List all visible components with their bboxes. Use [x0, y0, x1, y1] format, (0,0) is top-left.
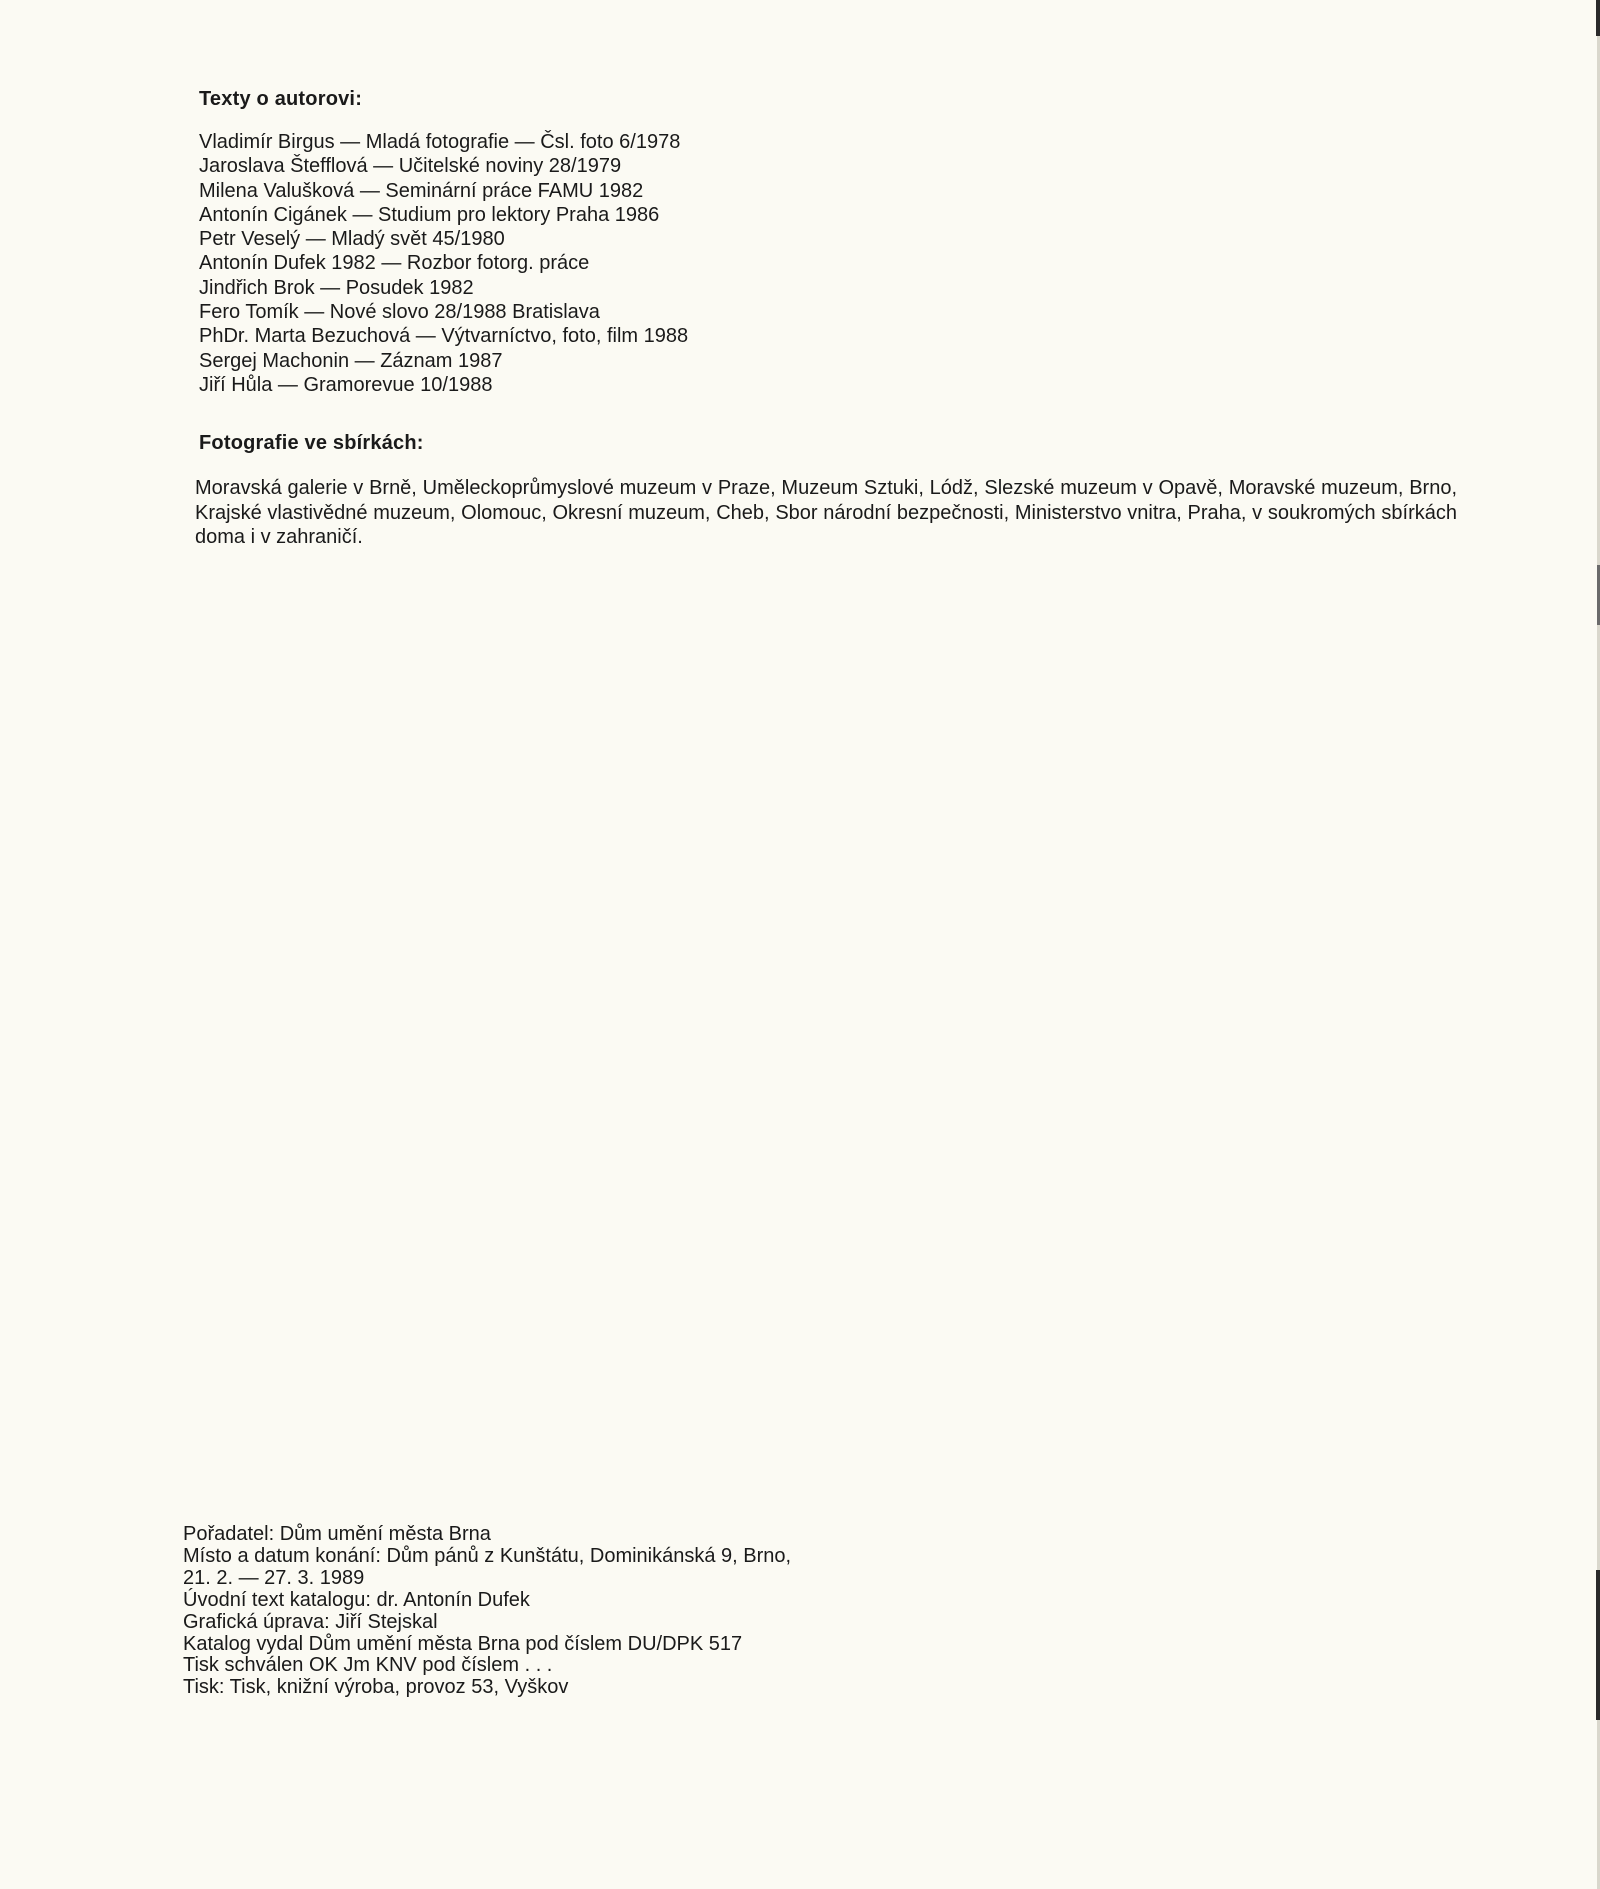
text-entry: Vladimír Birgus — Mladá fotografie — Čsl. foto 6/1978	[199, 131, 681, 153]
imprint-line: 21. 2. — 27. 3. 1989	[183, 1566, 365, 1589]
imprint-line: Úvodní text katalogu: dr. Antonín Dufek	[183, 1588, 530, 1611]
imprint-line: Tisk schválen OK Jm KNV pod číslem . . .	[183, 1654, 553, 1677]
text-entry: Milena Valušková — Seminární práce FAMU 1982	[199, 179, 644, 202]
text-entry: Jindřich Brok — Posudek 1982	[199, 276, 474, 299]
text-entry: Jaroslava Štefflová — Učitelské noviny 28/1979	[199, 155, 622, 178]
text-entry: Antonín Dufek 1982 — Rozbor fotorg. práce	[199, 252, 590, 275]
imprint-line: Místo a datum konání: Dům pánů z Kunštátu, Dominikánská 9, Brno,	[183, 1544, 792, 1567]
binding-staple-mark	[1596, 1570, 1600, 1720]
text-entry: Jiří Hůla — Gramorevue 10/1988	[199, 373, 493, 396]
collections-heading: Fotografie ve sbírkách:	[199, 432, 424, 454]
imprint-line: Tisk: Tisk, knižní výroba, provoz 53, Vyškov	[183, 1676, 569, 1699]
text-entry: Petr Veselý — Mladý svět 45/1980	[199, 228, 505, 251]
text-entry: PhDr. Marta Bezuchová — Výtvarníctvo, foto, film 1988	[199, 325, 689, 348]
imprint-line: Grafická úprava: Jiří Stejskal	[183, 1610, 438, 1633]
text-entry: Sergej Machonin — Záznam 1987	[199, 349, 503, 372]
text-entry: Antonín Cigánek — Studium pro lektory Praha 1986	[199, 203, 660, 226]
text-entry: Fero Tomík — Nové slovo 28/1988 Bratislava	[199, 301, 600, 324]
texts-about-author-list	[199, 130, 688, 397]
imprint-block	[183, 1524, 791, 1699]
imprint-line: Pořadatel: Dům umění města Brna	[183, 1523, 491, 1545]
imprint-line: Katalog vydal Dům umění města Brna pod číslem DU/DPK 517	[183, 1632, 743, 1655]
page-edge-mark-top	[1596, 0, 1600, 36]
texts-about-author-heading: Texty o autorovi:	[199, 88, 363, 110]
collections-paragraph: Moravská galerie v Brně, Uměleckoprůmyslové muzeum v Praze, Muzeum Sztuki, Lódž, Slezské muzeum v Opavě, Moravské muzeum, Brno, Krajské vlastivědné muzeum, Olomouc, Okresní muzeum, Cheb, Sbor národní bezpečnosti, Ministerstvo vnitra, Praha, v soukromých sbírkách doma i v zahraničí.	[195, 477, 1457, 548]
